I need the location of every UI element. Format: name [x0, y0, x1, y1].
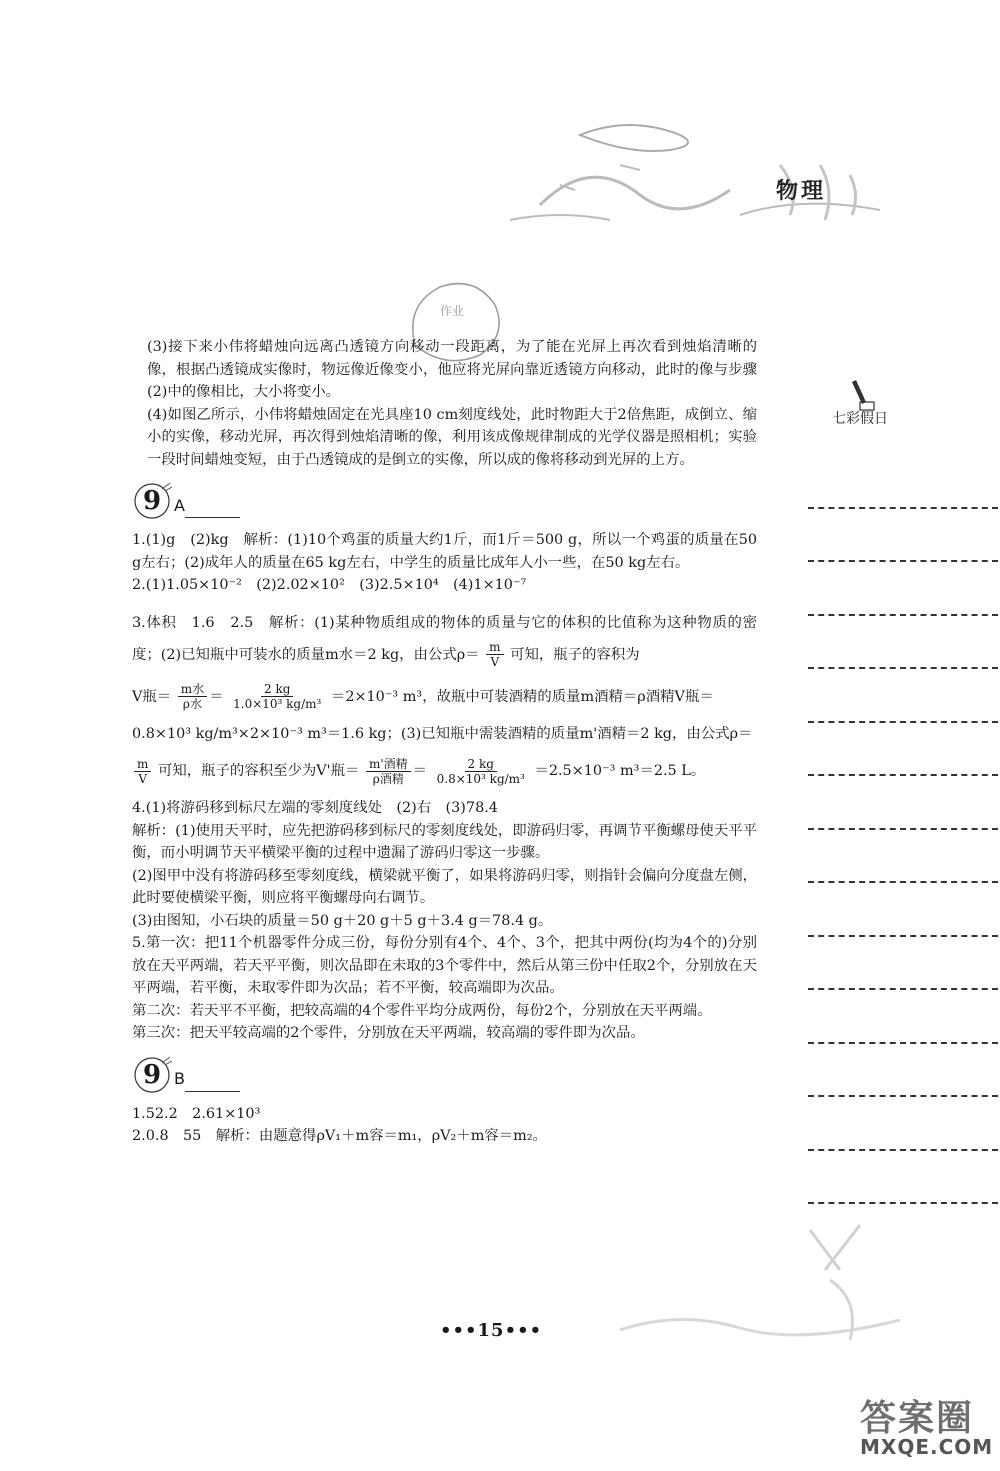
question-1: 1.(1)g (2)kg 解析：(1)10个鸡蛋的质量大约1斤，而1斤＝500 g，所以一个鸡蛋的质量在50 g左右；(2)成年人的质量在65 kg左右，中学生的质量比成年人小一些，在50 kg左右。	[132, 532, 757, 571]
v-bottle-label: V瓶＝	[132, 688, 172, 705]
note-lines	[808, 455, 998, 1204]
question-5-step-3: 第三次：把天平较高端的2个零件，分别放在天平两端，较高端的零件即为次品。	[132, 1025, 645, 1041]
section-letter: A	[174, 495, 185, 515]
fraction-water-values: $\frac{2 kg}{\text{1.0×10³ kg/m³}}$	[233, 682, 322, 711]
paragraph-3: (3)接下来小伟将蜡烛向远离凸透镜方向移动一段距离，为了能在光屏上再次看到烛焰清晰的像，根据凸透镜成实像时，物远像近像变小，他应将光屏向靠近透镜方向移动，此时的像与步骤(2)中的像相比，大小将变小。	[147, 339, 757, 400]
note-line	[808, 937, 998, 991]
note-line	[808, 830, 998, 884]
fraction-alcohol-values: $\frac{2 kg}{\text{0.8×10³ kg/m³}}$	[436, 756, 525, 786]
question-5-step-2: 第二次：若天平不平衡，把较高端的4个零件平均分成两份，每份2个，分别放在天平两端。	[132, 1002, 712, 1019]
section-rule	[185, 517, 240, 518]
page-number: •••15•••	[440, 1320, 543, 1341]
section-number: 9	[142, 1059, 162, 1090]
b-question-1: 1.52.2 2.61×10³	[132, 1105, 261, 1122]
note-line	[808, 616, 998, 670]
q3-text-e: 可知，瓶子的容积至少为V'瓶＝	[157, 763, 360, 779]
note-line	[808, 509, 998, 563]
question-3-line-1	[132, 607, 757, 671]
question-4-analysis-1: 解析：(1)使用天平时，应先把游码移到标尺的零刻度线处，即游码归零，再调节平衡螺母使天平平衡，而小明调节天平横梁平衡的过程中遗漏了游码归零这一步骤。	[132, 822, 757, 861]
question-3-line-3: 0.8×10³ kg/m³×2×10⁻³ m³＝1.6 kg；(3)已知瓶中需装酒精的质量m'酒精＝2 kg，由公式ρ＝	[132, 725, 753, 742]
note-line	[808, 723, 998, 777]
section-badge	[132, 1055, 172, 1095]
question-4-answers: 4.(1)将游码移到标尺左端的零刻度线处 (2)右 (3)78.4	[132, 800, 498, 816]
note-line	[808, 1097, 998, 1151]
q3-text-b: 可知，瓶子的容积为	[510, 646, 640, 663]
note-line	[808, 883, 998, 937]
note-line	[808, 455, 998, 509]
watermark-logo: 答案圈	[860, 1398, 975, 1439]
paragraph-4: (4)如图乙所示，小伟将蜡烛固定在光具座10 cm刻度线处，此时物距大于2倍焦距，成倒立、缩小的实像，移动光屏，再次得到烛焰清晰的像，利用该成像规律制成的光学仪器是照相机；实验一段时间蜡烛变短，由于凸透镜成的是倒立的实像，所以成的像将移动到光屏的上方。	[147, 406, 757, 468]
q3-text-a: 3.体积 1.6 2.5 解析：(1)某种物质组成的物体的质量与它的体积的比值称为这种物质的密度；(2)已知瓶中可装水的质量m水＝2 kg，由公式ρ＝	[132, 614, 757, 663]
question-3-line-4: $\frac{m}{V}$ 可知，瓶子的容积至少为V'瓶＝ $\frac{\text{m'酒精}}{\text{ρ酒精}}$ ＝ $\frac{2 kg}{\text{0.8×10³ kg/m³}}$ ＝2.5×10⁻³ m³＝2.5 L。	[132, 755, 757, 787]
sidebar-title: 七彩假日	[832, 411, 888, 427]
note-line	[808, 990, 998, 1044]
note-line	[808, 1044, 998, 1098]
fraction-m-water: $\frac{\text{m水}}{\text{ρ水}}$	[178, 682, 207, 711]
note-line	[808, 669, 998, 723]
question-5-step-1: 5.第一次：把11个机器零件分成三份，每份分别有4个、4个、3个，把其中两份(均为4个的)分别放在天平两端，若天平平衡，则次品即在未取的3个零件中，然后从第三份中任取2个，分别放在天平两端，若平衡，未取零件即为次品；若不平衡，较高端即为次品。	[132, 935, 757, 996]
question-4-analysis-2: (2)图甲中没有将游码移至零刻度线，横梁就平衡了，如果将游码归零，则指针会偏向分度盘左侧，此时要使横梁平衡，则应将平衡螺母向右调节。	[132, 867, 757, 906]
question-2: 2.(1)1.05×10⁻² (2)2.02×10² (3)2.5×10⁴ (4)1×10⁻⁷	[132, 577, 527, 593]
header-decoration	[500, 95, 890, 255]
section-9a-header	[132, 481, 757, 521]
footer-decoration	[600, 1210, 920, 1360]
section-number: 9	[142, 486, 162, 516]
pen-icon	[848, 378, 878, 412]
svg-text:作业: 作业	[440, 304, 465, 318]
fraction-m-over-v-2: $\frac{m}{V}$	[134, 757, 151, 786]
answer-content	[132, 336, 757, 1148]
section-9b-header	[132, 1055, 757, 1095]
subject-title: 物理	[776, 179, 827, 204]
b-question-2: 2.0.8 55 解析：由题意得ρV₁＋m容＝m₁，ρV₂＋m容＝m₂。	[132, 1128, 547, 1144]
watermark-url: MXQE.COM	[860, 1435, 994, 1459]
q3-text-f: ＝2.5×10⁻³ m³＝2.5 L。	[534, 763, 706, 779]
question-3-line-2: V瓶＝ $\frac{\text{m水}}{\text{ρ水}}$ ＝ $\frac{2 kg}{\text{1.0×10³ kg/m³}}$ ＝2×10⁻³ m³，故瓶中可装酒精的质量m酒精＝ρ酒精V瓶＝	[132, 682, 714, 711]
fraction-m-alcohol: $\frac{\text{m'酒精}}{\text{ρ酒精}}$	[366, 757, 411, 786]
section-rule	[185, 1091, 240, 1092]
question-4-analysis-3: (3)由图知，小石块的质量＝50 g＋20 g＋5 g＋3.4 g＝78.4 g。	[132, 912, 553, 929]
watermark	[860, 1390, 993, 1459]
note-line	[808, 776, 998, 830]
note-line	[808, 562, 998, 616]
fraction-m-over-v: $\frac{m}{V}$	[486, 640, 503, 669]
note-line	[808, 1151, 998, 1205]
q3-text-c: ＝2×10⁻³ m³，故瓶中可装酒精的质量m酒精＝ρ酒精V瓶＝	[330, 688, 714, 705]
section-letter: B	[174, 1069, 185, 1088]
section-badge	[132, 481, 172, 521]
